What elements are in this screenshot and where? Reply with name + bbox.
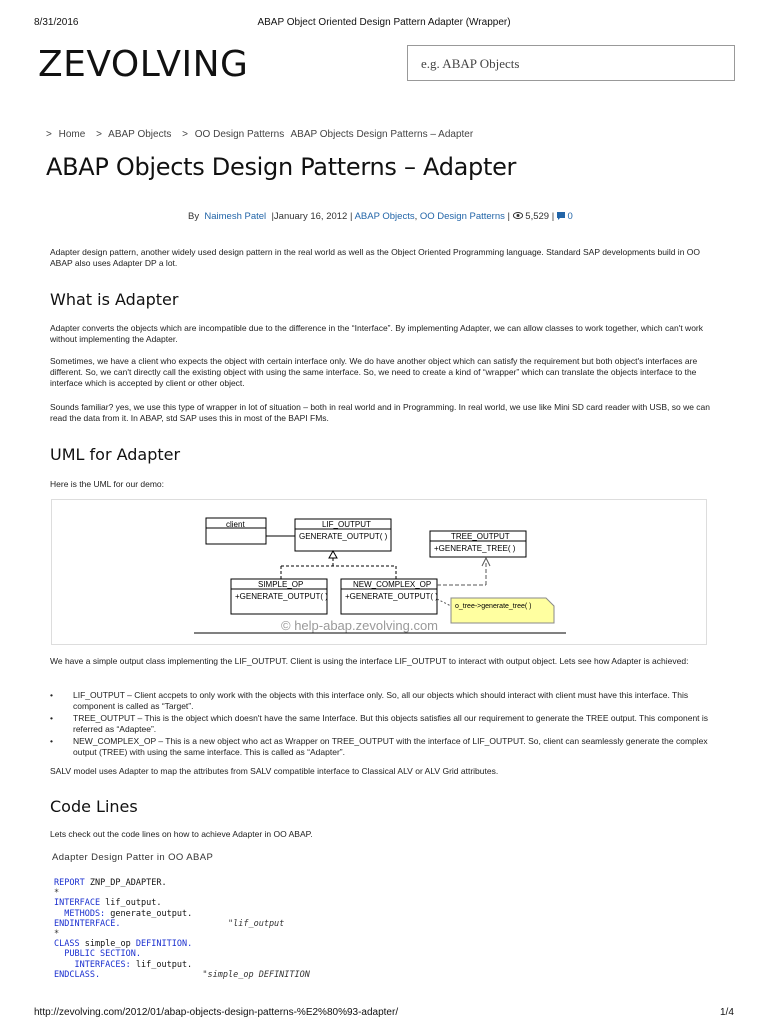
what-paragraph-3: Sounds familiar? yes, we use this type of wrapper in lot of situation – both in real world and in Programming. In real world, we use like Mini SD card reader with USB, so we can read the data from it. In ABAP, std SAP uses this in most of the BAPI FMs. bbox=[50, 402, 711, 424]
uml-new-complex-op-label: NEW_COMPLEX_OP bbox=[353, 580, 432, 589]
uml-new-complex-op-method: +GENERATE_OUTPUT( ) bbox=[345, 592, 438, 601]
site-logo[interactable]: ZEVOLVING bbox=[38, 44, 249, 85]
meta-by: By bbox=[188, 211, 200, 222]
search-input[interactable]: e.g. ABAP Objects bbox=[407, 45, 735, 81]
code-text: ZNP_DP_ADAPTER. bbox=[84, 878, 167, 888]
breadcrumb-oo-design-patterns[interactable]: OO Design Patterns bbox=[194, 129, 285, 140]
code-keyword: INTERFACE bbox=[54, 898, 101, 909]
breadcrumb-home[interactable]: Home bbox=[58, 129, 86, 140]
list-item: • LIF_OUTPUT – Client accpets to only work with the objects with this interface only. So, all our objects which should interact with client must have this interface. This component is called as “Target”. bbox=[50, 690, 720, 712]
uml-lif-output-label: LIF_OUTPUT bbox=[322, 520, 371, 529]
uml-simple-op-method: +GENERATE_OUTPUT( ) bbox=[235, 592, 328, 601]
code-keyword: DEFINITION. bbox=[135, 939, 193, 950]
print-url: http://zevolving.com/2012/01/abap-objects-design-patterns-%E2%80%93-adapter/ bbox=[34, 1007, 399, 1018]
comment-icon[interactable] bbox=[551, 211, 567, 222]
code-keyword: CLASS bbox=[54, 939, 80, 950]
uml-simple-op-label: SIMPLE_OP bbox=[258, 580, 304, 589]
code-text: generate_output. bbox=[105, 908, 193, 919]
section-heading-uml: UML for Adapter bbox=[50, 445, 181, 464]
print-page-number: 1/4 bbox=[720, 1007, 734, 1018]
code-text: simple_op bbox=[79, 939, 136, 950]
uml-intro: Here is the UML for our demo: bbox=[50, 479, 165, 489]
breadcrumb-current: ABAP Objects Design Patterns – Adapter bbox=[290, 129, 474, 140]
list-item: • NEW_COMPLEX_OP – This is a new object who act as Wrapper on TREE_OUTPUT with the interface of LIF_OUTPUT. So, client can seamlessly generate the complex output (TREE) with using the same interface. This is called as “Adapter”. bbox=[50, 736, 720, 758]
code-keyword: INTERFACES: bbox=[54, 959, 131, 970]
uml-lif-output-method: GENERATE_OUTPUT( ) bbox=[299, 532, 388, 541]
what-paragraph-1: Adapter converts the objects which are incompatible due to the difference in the “Interface”. By implementing Adapter, we can allow classes to work together, which can't work without implementing the Adapter. bbox=[50, 323, 704, 345]
print-date: 8/31/2016 bbox=[34, 17, 79, 28]
code-keyword: ENDCLASS. bbox=[54, 969, 101, 980]
component-list bbox=[50, 690, 720, 759]
code-comment: * bbox=[54, 888, 60, 899]
post-meta bbox=[188, 211, 573, 222]
breadcrumb-abap-objects[interactable]: ABAP Objects bbox=[108, 129, 172, 140]
breadcrumb-sep: > bbox=[46, 129, 52, 140]
uml-diagram bbox=[51, 499, 707, 645]
code-keyword: REPORT bbox=[54, 878, 85, 888]
uml-note bbox=[451, 598, 554, 623]
uml-tree-output-label: TREE_OUTPUT bbox=[451, 532, 510, 541]
page-title: ABAP Objects Design Patterns – Adapter bbox=[46, 153, 517, 181]
code-text: lif_output. bbox=[130, 959, 193, 970]
breadcrumb bbox=[46, 129, 477, 140]
post-date: |January 16, 2012 | bbox=[271, 211, 353, 222]
code-comment: "lif_output bbox=[228, 918, 285, 929]
uml-paragraph: We have a simple output class implementing the LIF_OUTPUT. Client is using the interface LIF_OUTPUT to interact with output object. Lets see how Adapter is achieved: bbox=[50, 656, 689, 666]
intro-paragraph: Adapter design pattern, another widely used design pattern in the real world as well as the Object Oriented Programming language. Standard SAP developments build in OO ABAP also uses Adapter DP a lot. bbox=[50, 247, 701, 269]
section-heading-what: What is Adapter bbox=[50, 290, 179, 309]
comment-count[interactable]: 0 bbox=[567, 211, 573, 222]
author-link[interactable]: Naimesh Patel bbox=[204, 211, 267, 222]
uml-note-text: o_tree->generate_tree( ) bbox=[455, 603, 532, 610]
what-paragraph-2: Sometimes, we have a client who expects the object with certain interface only. We do have another object which can satisfy the requirement but both object's interfaces are different. So, we can't directly call the existing object with using the same interface. So, we need to create a kind of “wrapper” which can translate the objects interface to the interface which is accepted by client or other object. bbox=[50, 356, 698, 389]
meta-sep: | bbox=[507, 211, 510, 222]
uml-client-label: client bbox=[226, 520, 245, 529]
category-oo-design-patterns[interactable]: OO Design Patterns bbox=[419, 211, 505, 222]
uml-tree-output-method: +GENERATE_TREE( ) bbox=[434, 544, 516, 553]
salv-paragraph: SALV model uses Adapter to map the attributes from SALV compatible interface to Classical ALV or ALV Grid attributes. bbox=[50, 766, 499, 776]
meta-sep: | bbox=[551, 211, 555, 222]
code-keyword: ENDINTERFACE. bbox=[54, 918, 121, 929]
code-keyword: METHODS: bbox=[54, 908, 106, 919]
code-intro: Lets check out the code lines on how to achieve Adapter in OO ABAP. bbox=[50, 829, 313, 839]
eye-icon bbox=[507, 211, 525, 222]
code-block bbox=[54, 878, 310, 980]
meta-comma: , bbox=[414, 211, 418, 222]
uml-watermark: © help-abap.zevolving.com bbox=[281, 618, 438, 633]
code-text: lif_output. bbox=[100, 898, 162, 909]
code-caption: Adapter Design Patter in OO ABAP bbox=[52, 852, 214, 863]
code-comment: "simple_op DEFINITION bbox=[202, 969, 310, 980]
code-comment: * bbox=[54, 929, 60, 940]
list-item: • TREE_OUTPUT – This is the object which doesn't have the same Interface. But this objects satisfies all our requirement to generate the TREE output. This component is referred as “Adaptee”. bbox=[50, 713, 720, 735]
code-keyword: PUBLIC SECTION. bbox=[54, 949, 141, 960]
breadcrumb-sep: > bbox=[182, 129, 188, 140]
breadcrumb-sep: > bbox=[96, 129, 102, 140]
section-heading-code: Code Lines bbox=[50, 797, 138, 816]
print-title: ABAP Object Oriented Design Pattern Adapter (Wrapper) bbox=[257, 17, 511, 28]
view-count: 5,529 bbox=[525, 211, 550, 222]
category-abap-objects[interactable]: ABAP Objects bbox=[354, 211, 415, 222]
